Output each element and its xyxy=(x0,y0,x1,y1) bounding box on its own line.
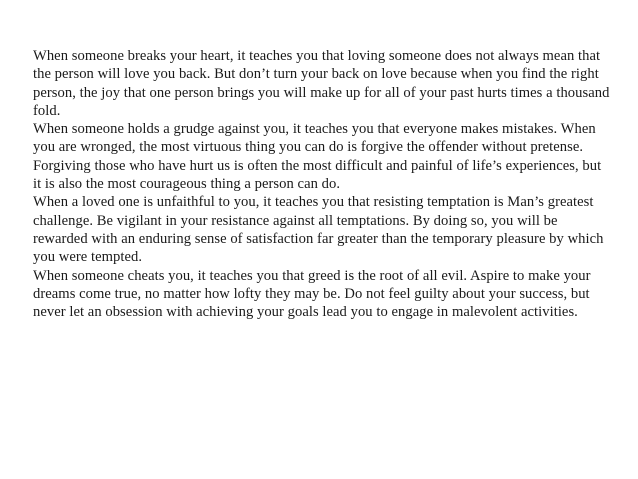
body-text xyxy=(33,47,613,321)
paragraph-grudge: When someone holds a grudge against you, it teaches you that everyone makes mistakes. When you are wronged, the most virtuous thing you can do is forgive the offender without pretense. Forgiving those who have hurt us is often the most difficult and painful of life’s experiences, but it is also the most courageous thing a person can do. xyxy=(33,121,602,193)
paragraph-unfaithful: When a loved one is unfaithful to you, it teaches you that resisting temptation is Man’s greatest challenge. Be vigilant in your resistance against all temptations. By doing so, you will be rewarded with an enduring sense of satisfaction far greater than the temporary pleasure by which you were tempted. xyxy=(33,194,604,266)
paragraph-cheating: When someone cheats you, it teaches you that greed is the root of all evil. Aspire to make your dreams come true, no matter how lofty they may be. Do not feel guilty about your success, but never let an obsession with achieving your goals lead you to engage in malevolent activities. xyxy=(33,267,591,321)
paragraph-heartbreak: When someone breaks your heart, it teaches you that loving someone does not always mean that the person will love you back. But don’t turn your back on love because when you find the right person, the joy that one person brings you will make up for all of your past hurts times a thousand fold. xyxy=(33,48,610,119)
